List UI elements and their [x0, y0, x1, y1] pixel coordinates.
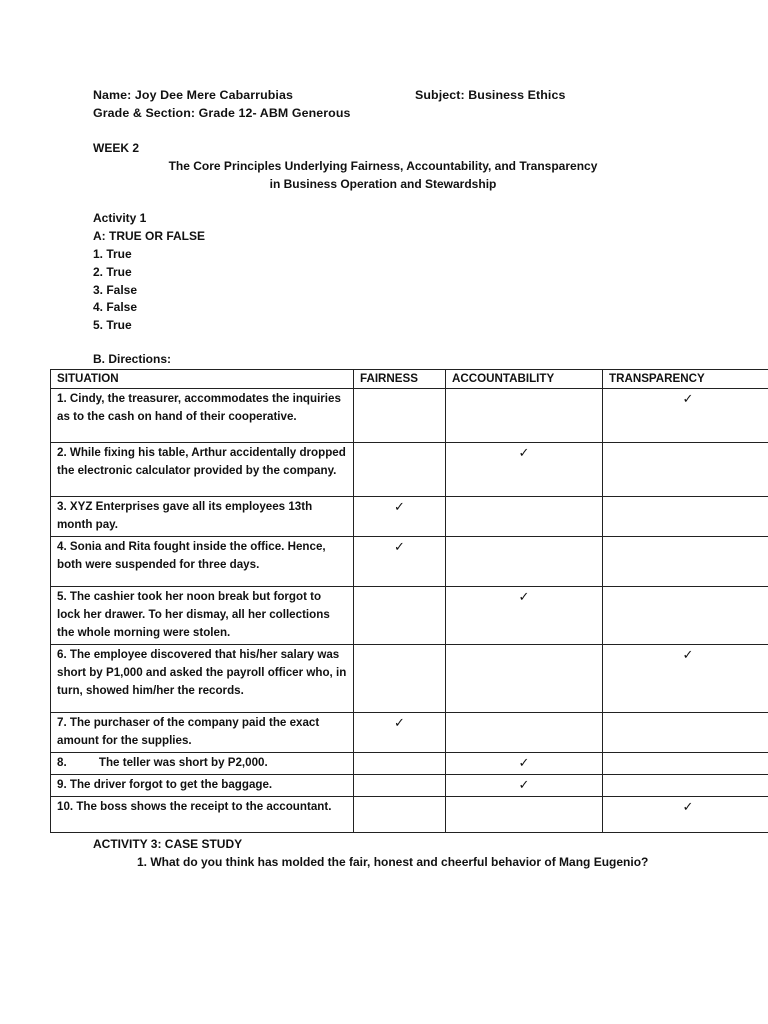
- tf-answer-5: 5. True: [93, 318, 132, 332]
- grade-section: Grade & Section: Grade 12- ABM Generous: [93, 106, 351, 120]
- table-row: [51, 797, 768, 833]
- activity3-heading: ACTIVITY 3: CASE STUDY: [93, 837, 243, 851]
- section-b-heading: B. Directions:: [93, 352, 172, 366]
- week-label: WEEK 2: [93, 141, 140, 155]
- tf-answer-3: 3. False: [93, 283, 138, 297]
- accountability-mark: ✓: [446, 753, 603, 775]
- tf-answer-1: 1. True: [93, 247, 132, 261]
- fairness-mark: ✓: [354, 713, 446, 753]
- true-false-heading: A: TRUE OR FALSE: [93, 229, 206, 243]
- fairness-mark: [354, 645, 446, 713]
- transparency-mark: [603, 713, 768, 753]
- fairness-mark: ✓: [354, 537, 446, 587]
- situation-cell: 7. The purchaser of the company paid the exact amount for the supplies.: [51, 713, 354, 753]
- activity1-heading: Activity 1: [93, 211, 147, 225]
- table-row: [51, 713, 768, 753]
- student-name: Name: Joy Dee Mere Cabarrubias: [93, 88, 293, 102]
- situation-cell: 10. The boss shows the receipt to the accountant.: [51, 797, 354, 833]
- transparency-mark: [603, 497, 768, 537]
- transparency-mark: [603, 537, 768, 587]
- transparency-mark: [603, 587, 768, 645]
- table-row: [51, 775, 768, 797]
- title-line-1: The Core Principles Underlying Fairness, Accountability, and Transparency: [168, 159, 598, 173]
- table-row: [51, 389, 768, 443]
- col-situation: SITUATION: [51, 370, 354, 389]
- transparency-mark: ✓: [603, 389, 768, 443]
- accountability-mark: [446, 537, 603, 587]
- table-row: [51, 537, 768, 587]
- col-accountability: ACCOUNTABILITY: [446, 370, 603, 389]
- subject: Subject: Business Ethics: [415, 88, 566, 102]
- table-row: [51, 753, 768, 775]
- situation-cell: 9. The driver forgot to get the baggage.: [51, 775, 354, 797]
- table-header-row: [51, 370, 768, 389]
- situation-cell: 8. The teller was short by P2,000.: [51, 753, 354, 775]
- table-row: [51, 587, 768, 645]
- situation-table: [50, 369, 768, 833]
- title-line-2: in Business Operation and Stewardship: [269, 177, 497, 191]
- accountability-mark: [446, 797, 603, 833]
- situation-cell: 1. Cindy, the treasurer, accommodates the inquiries as to the cash on hand of their cooperative.: [51, 389, 354, 443]
- accountability-mark: [446, 497, 603, 537]
- fairness-mark: ✓: [354, 497, 446, 537]
- fairness-mark: [354, 587, 446, 645]
- accountability-mark: [446, 645, 603, 713]
- transparency-mark: ✓: [603, 797, 768, 833]
- col-fairness: FAIRNESS: [354, 370, 446, 389]
- transparency-mark: ✓: [603, 645, 768, 713]
- accountability-mark: [446, 713, 603, 753]
- fairness-mark: [354, 775, 446, 797]
- accountability-mark: ✓: [446, 775, 603, 797]
- situation-cell: 5. The cashier took her noon break but forgot to lock her drawer. To her dismay, all her collections the whole morning were stolen.: [51, 587, 354, 645]
- table-row: [51, 443, 768, 497]
- fairness-mark: [354, 389, 446, 443]
- situation-cell: 4. Sonia and Rita fought inside the office. Hence, both were suspended for three days.: [51, 537, 354, 587]
- case-study-question-1: 1. What do you think has molded the fair, honest and cheerful behavior of Mang Eugenio?: [137, 855, 649, 869]
- tf-answer-4: 4. False: [93, 300, 138, 314]
- situation-cell: 6. The employee discovered that his/her salary was short by P1,000 and asked the payroll officer who, in turn, showed him/her the records.: [51, 645, 354, 713]
- table-row: [51, 497, 768, 537]
- table-row: [51, 645, 768, 713]
- accountability-mark: ✓: [446, 443, 603, 497]
- fairness-mark: [354, 797, 446, 833]
- accountability-mark: [446, 389, 603, 443]
- accountability-mark: ✓: [446, 587, 603, 645]
- transparency-mark: [603, 443, 768, 497]
- situation-cell: 2. While fixing his table, Arthur accidentally dropped the electronic calculator provided by the company.: [51, 443, 354, 497]
- transparency-mark: [603, 753, 768, 775]
- col-transparency: TRANSPARENCY: [603, 370, 768, 389]
- fairness-mark: [354, 443, 446, 497]
- situation-cell: 3. XYZ Enterprises gave all its employees 13th month pay.: [51, 497, 354, 537]
- tf-answer-2: 2. True: [93, 265, 132, 279]
- fairness-mark: [354, 753, 446, 775]
- transparency-mark: [603, 775, 768, 797]
